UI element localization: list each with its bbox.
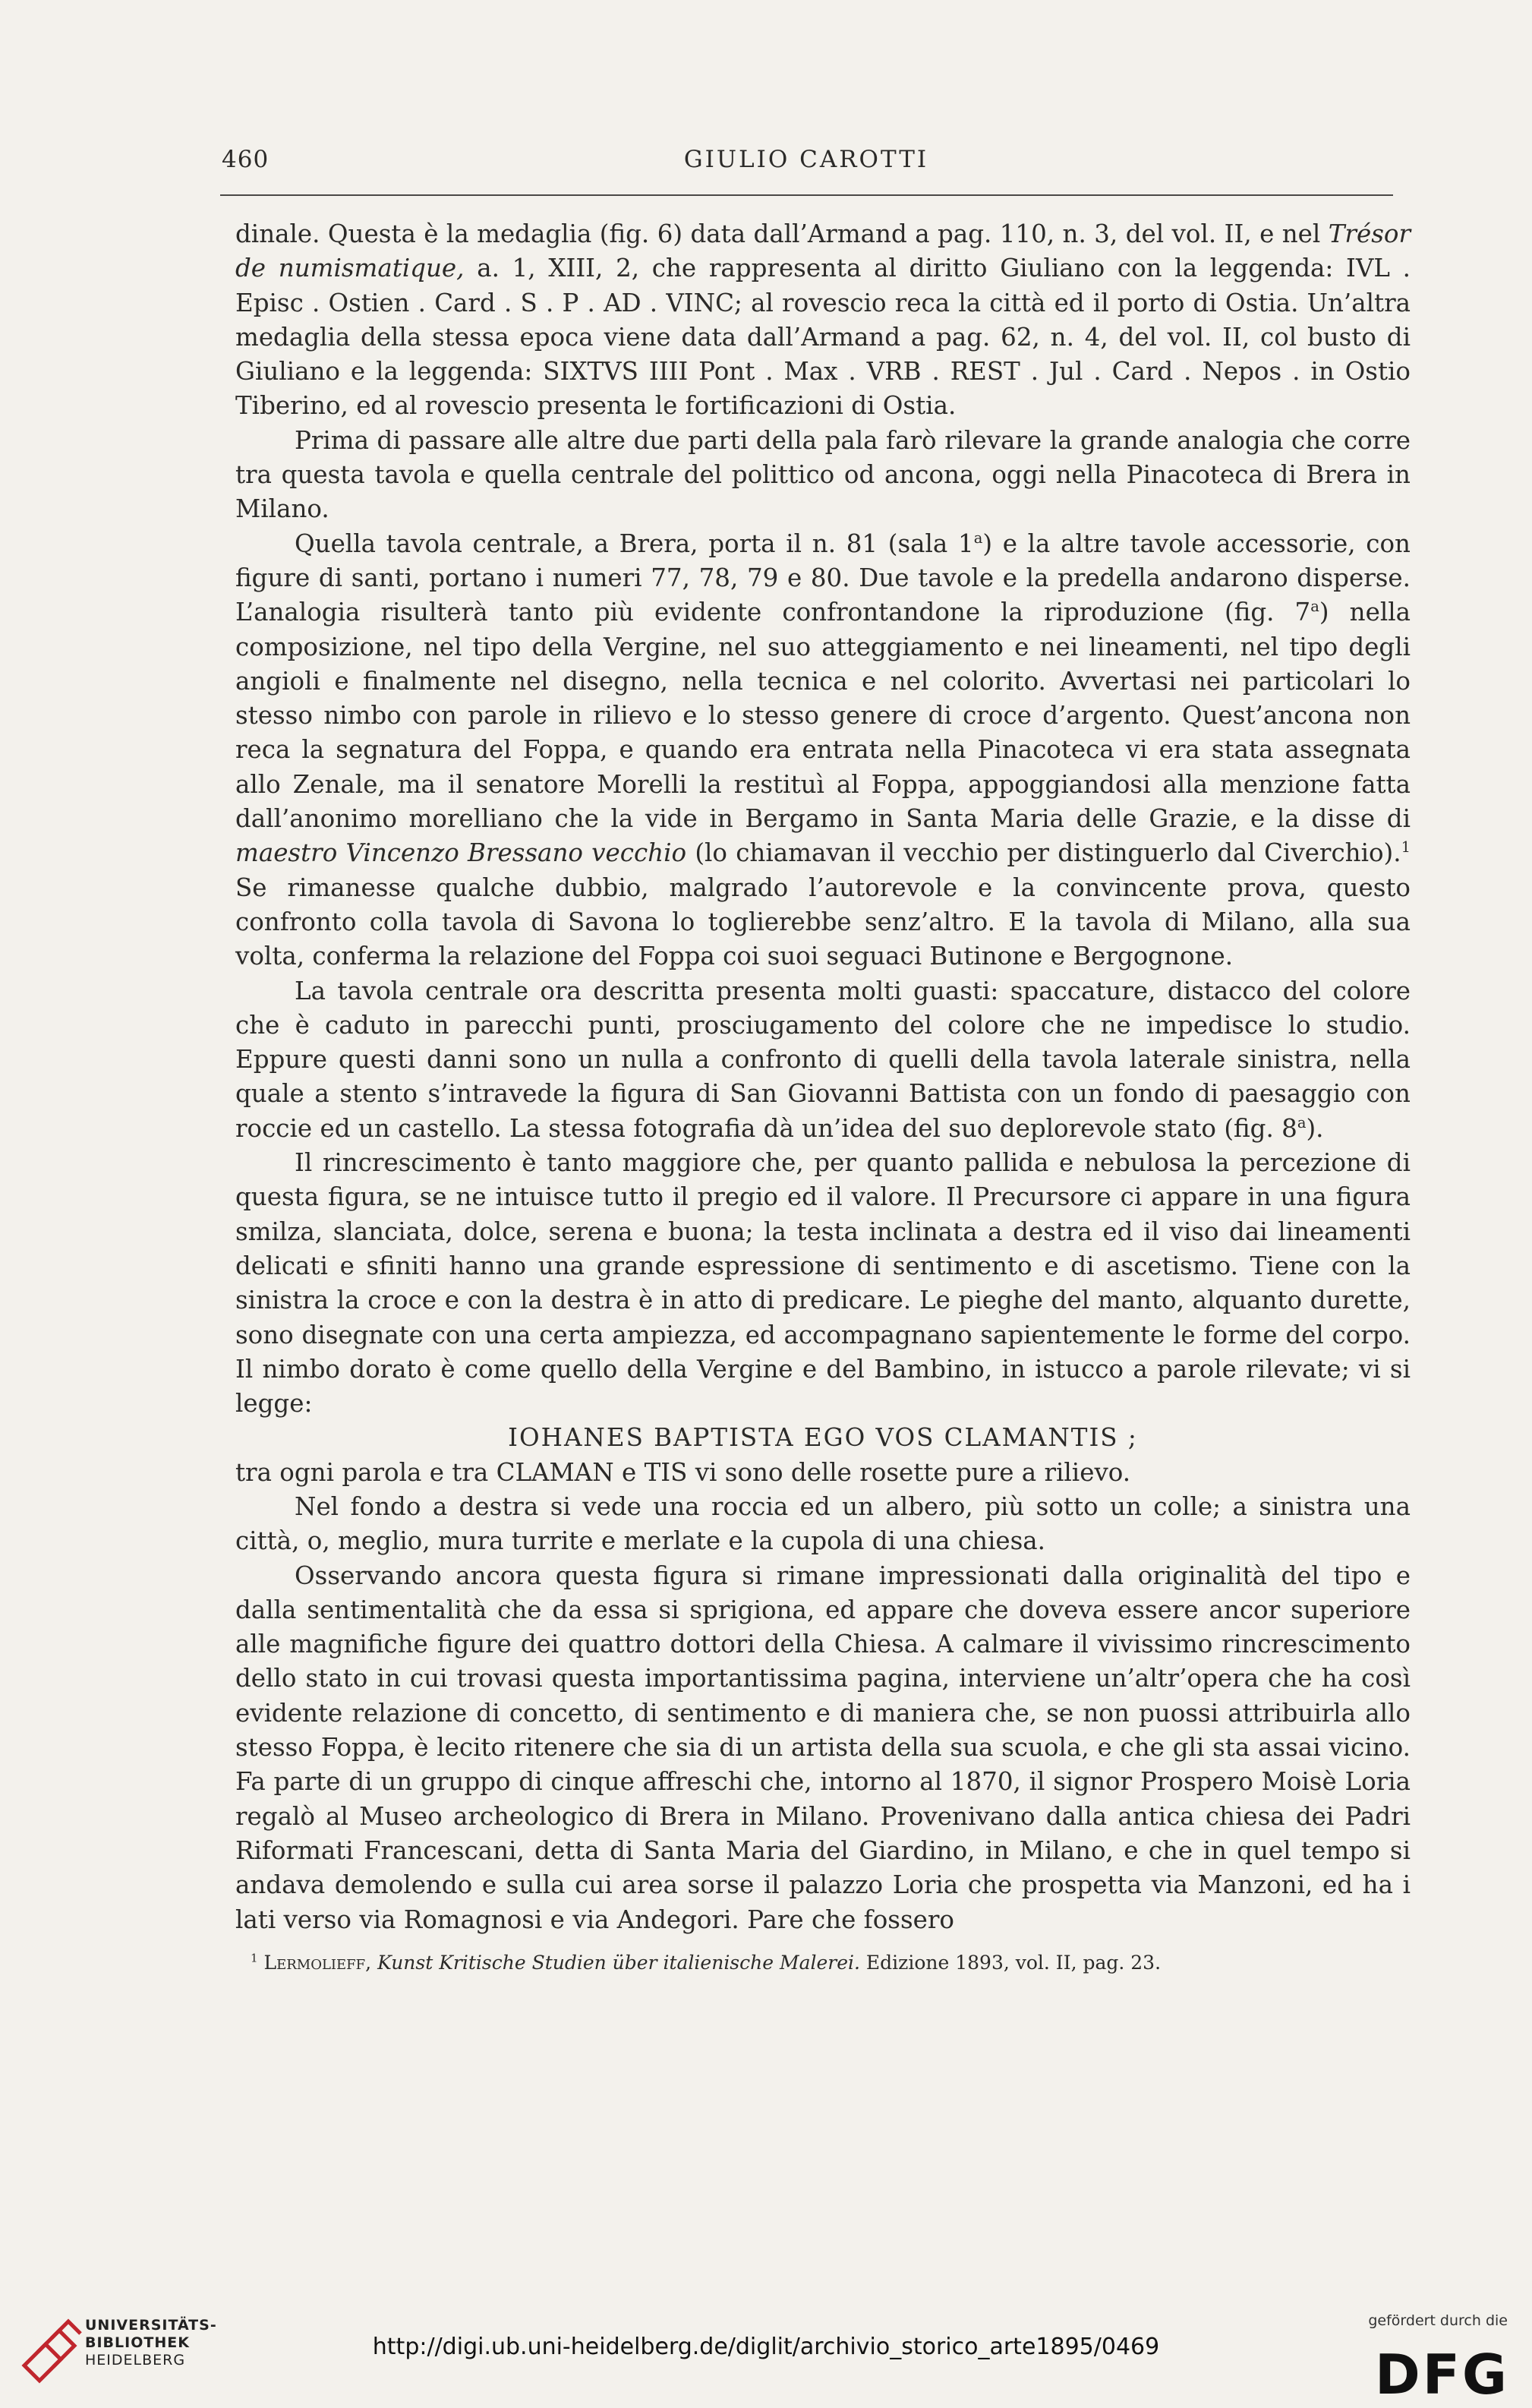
italic-name: maestro Vincenzo Bressano vecchio xyxy=(235,838,687,868)
footnote-mark: 1 xyxy=(251,1951,258,1965)
paragraph: La tavola centrale ora descritta presenta molti guasti: spaccature, distacco del colore che è caduto in parecchi punti, prosciugamento del colore che ne impedisce lo studio. Eppure questi danni sono un nulla a confronto di quelli della tavola laterale sinistra, nella quale a stento s’intravede la figura di San Giovanni Battista con un fondo di paesaggio con roccie ed un castello. La stessa fotografia dà un’idea del suo deplorevole stato (fig. 8$^a$). xyxy=(235,976,1411,1143)
footnote-ref: 1 xyxy=(1401,838,1411,857)
source-url-link[interactable]: http://digi.ub.uni-heidelberg.de/diglit/archivio_storico_arte1895/0469 xyxy=(372,2334,1160,2360)
paragraph: Il rincrescimento è tanto maggiore che, per quanto pallida e nebulosa la percezione di questa figura, se ne intuisce tutto il pregio ed il valore. Il Precursore ci appare in una figura smilza, slanciata, dolce, serena e buona; la testa inclinata a destra ed il viso dai lineamenti delicati e sfiniti hanno una grande espressione di sentimento e di ascetismo. Tiene con la sinistra la croce e con la destra è in atto di predicare. Le pieghe del manto, alquanto durette, sono disegnate con una certa ampiezza, ed accompagnano sapientemente le forme del corpo. Il nimbo dorato è come quello della Vergine e del Bambino, in istucco a parole rilevate; vi si legge: xyxy=(235,1148,1411,1419)
inscription: IOHANES BAPTISTA EGO VOS CLAMANTIS ; xyxy=(508,1423,1138,1453)
digitization-footer xyxy=(0,2312,1532,2408)
footnote-edition: Edizione 1893, vol. II, pag. 23. xyxy=(865,1952,1162,1974)
paragraph: Nel fondo a destra si vede una roccia ed un albero, più sotto un colle; a sinistra una città, o, meglio, mura turrite e merlate e la cupola di una chiesa. xyxy=(235,1491,1411,1556)
paragraph: Quella tavola centrale, a Brera, porta il n. 81 (sala 1$^a$) e la altre tavole accessorie, con figure di santi, portano i numeri 77, 78, 79 e 80. Due tavole e la predella andarono disperse. L’analogia risulterà tanto più evidente confrontandone la riproduzione (fig. 7$^a$) nella composizione, nel tipo della Vergine, nel suo atteggiamento e nei lineamenti, nel tipo degli angioli e finalmente nel disegno, nella tecnica e nel colorito. Avvertasi nei particolari lo stesso nimbo con parole in rilievo e lo stesso genere di croce d’argento. Quest’ancona non reca la segnatura del Foppa, e quando era entrata nella Pinacoteca vi era stata assegnata allo Zenale, ma il senatore Morelli la restituì al Foppa, appoggiandosi alla menzione fatta dall’anonimo morelliano che la vide in Bergamo in Santa Maria delle Grazie, e la disse di maestro Vincenzo Bressano vecchio (lo chiamavan il vecchio per distinguerlo dal Civerchio).$^1$ Se rimanesse qualche dubbio, malgrado l’autorevole e la convincente prova, questo confronto colla tavola di Savona lo toglierebbe senz’altro. E la tavola di Milano, alla sua volta, conferma la relazione del Foppa coi suoi seguaci Butinone e Bergognone. xyxy=(235,529,1411,971)
footnote-title: Kunst Kritische Studien über italienische Malerei. xyxy=(377,1952,860,1974)
footnote-author: Lermolieff, xyxy=(263,1952,372,1974)
funding-label: gefördert durch die xyxy=(1368,2312,1508,2329)
footnote xyxy=(251,1951,1397,1975)
running-header xyxy=(222,146,1391,191)
body-text xyxy=(235,217,1411,1937)
paragraph: Prima di passare alle altre due parti della pala farò rilevare la grande analogia che corre tra questa tavola e quella centrale del polittico od ancona, oggi nella Pinacoteca di Brera in Milano. xyxy=(235,425,1411,524)
running-head-author: GIULIO CAROTTI xyxy=(683,146,929,173)
header-rule xyxy=(220,194,1393,196)
library-name: UNIVERSITÄTS- BIBLIOTHEK HEIDELBERG xyxy=(85,2317,217,2369)
page-number: 460 xyxy=(222,146,270,173)
paragraph: tra ogni parola e tra CLAMAN e TIS vi sono delle rosette pure a rilievo. xyxy=(235,1457,1131,1487)
paragraph: dinale. Questa è la medaglia (fig. 6) data dall’Armand a pag. 110, n. 3, del vol. II, e nel Trésor de numismatique, a. 1, XIII, 2, che rappresenta al diritto Giuliano con la leggenda: IVL . Episc . Ostien . Card . S . P . AD . VINC; al rovescio reca la città ed il porto di Ostia. Un’altra medaglia della stessa epoca viene data dall’Armand a pag. 62, n. 4, del vol. II, col busto di Giuliano e la leggenda: SIXTVS IIII Pont . Max . VRB . REST . Jul . Card . Nepos . in Ostio Tiberino, ed al rovescio presenta le fortificazioni di Ostia. xyxy=(235,219,1411,421)
italic-title: Trésor de numismatique, xyxy=(235,219,1411,283)
paragraph: Osservando ancora questa figura si rimane impressionati dalla originalità del tipo e dalla sentimentalità che da essa si sprigiona, ed appare che doveva essere ancor superiore alle magnifiche figure dei quattro dottori della Chiesa. A calmare il vivissimo rincrescimento dello stato in cui trovasi questa importantissima pagina, interviene un’altr’opera che ha così evidente relazione di concetto, di sentimento e di maniera che, se non puossi attribuirla allo stesso Foppa, è lecito ritenere che sia di un artista della sua scuola, e che gli sta assai vicino. Fa parte di un gruppo di cinque affreschi che, intorno al 1870, il signor Prospero Moisè Loria regalò al Museo archeologico di Brera in Milano. Provenivano dalla antica chiesa dei Padri Riformati Francescani, detta di Santa Maria del Giardino, in Milano, e che in quel tempo si andava demolendo e sulla cui area sorse il palazzo Loria che prospetta via Manzoni, ed ha i lati verso via Romagnosi e via Andegori. Pare che fossero xyxy=(235,1561,1411,1934)
dfg-logo: DFG xyxy=(1374,2343,1509,2406)
